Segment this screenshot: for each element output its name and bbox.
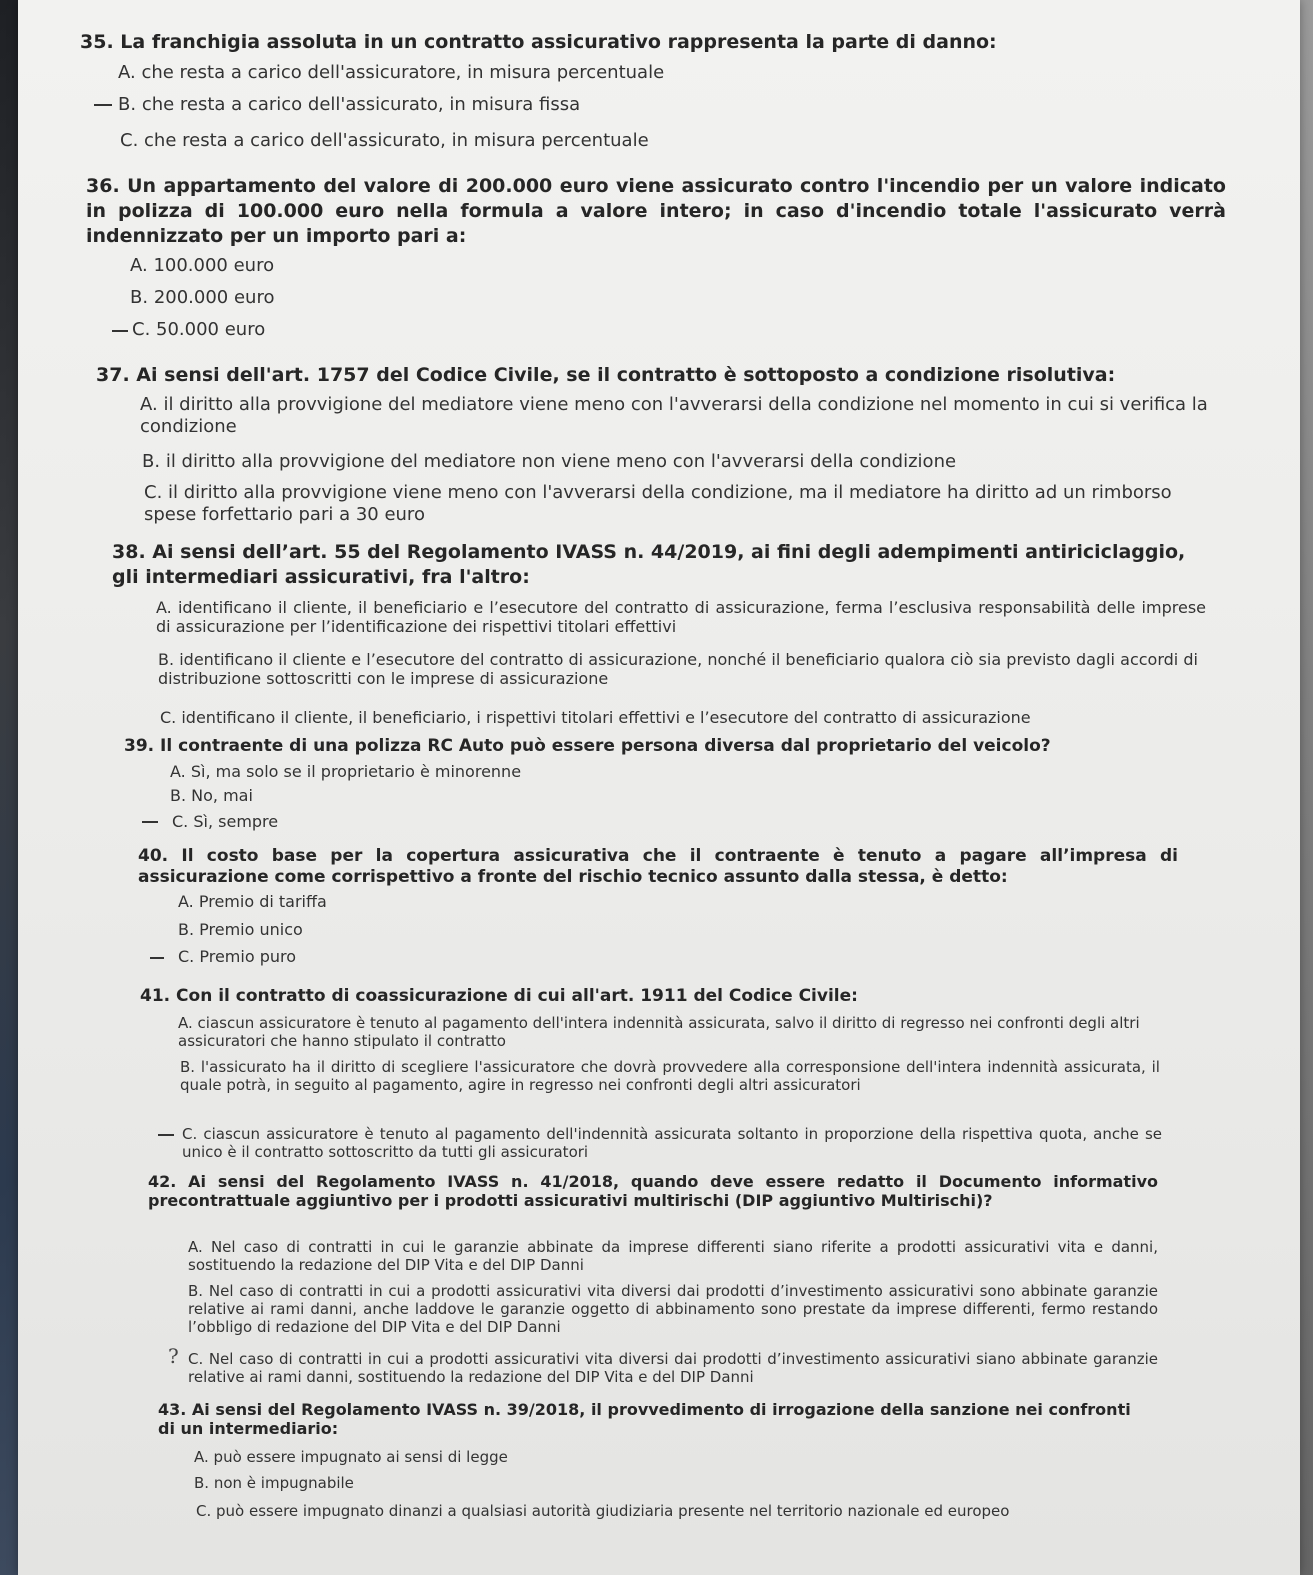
option-36-c: C. 50.000 euro bbox=[132, 319, 266, 340]
question-38 bbox=[112, 540, 1212, 590]
question-text: Un appartamento del valore di 200.000 euro viene assicurato contro l'incendio per un valore indicato in polizza di 100.000 euro nella formula a valore intero; in caso d'incendio totale l'assicurato verrà indennizzato per un importo pari a: bbox=[86, 175, 1226, 247]
option-40-a: A. Premio di tariffa bbox=[178, 892, 327, 911]
question-number: 35. bbox=[80, 31, 114, 53]
question-37 bbox=[96, 363, 1236, 388]
exam-sheet bbox=[18, 0, 1300, 1575]
question-text: La franchigia assoluta in un contratto assicurativo rappresenta la parte di danno: bbox=[120, 31, 997, 53]
question-text: Il contraente di una polizza RC Auto può essere persona diversa dal proprietario del veicolo? bbox=[160, 736, 1051, 756]
option-38-b: B. identificano il cliente e l’esecutore del contratto di assicurazione, nonché il beneficiario qualora ciò sia previsto dagli accordi di distribuzione sottoscritti con le imprese di assicurazione bbox=[158, 650, 1198, 688]
question-text: Ai sensi dell’art. 55 del Regolamento IVASS n. 44/2019, ai fini degli adempimenti antiriciclaggio, gli intermediari assicurativi, fra l'altro: bbox=[112, 541, 1186, 588]
question-43 bbox=[158, 1400, 1138, 1438]
option-39-c: C. Sì, sempre bbox=[172, 812, 279, 831]
option-43-c: C. può essere impugnato dinanzi a qualsiasi autorità giudiziaria presente nel territorio nazionale ed europeo bbox=[196, 1502, 1010, 1520]
question-number: 39. bbox=[124, 736, 155, 756]
answer-mark-41 bbox=[158, 1134, 174, 1136]
question-text: Ai sensi dell'art. 1757 del Codice Civile, se il contratto è sottoposto a condizione risolutiva: bbox=[136, 364, 1116, 386]
question-number: 37. bbox=[96, 364, 130, 386]
option-42-c: C. Nel caso di contratti in cui a prodotti assicurativi vita diversi dai prodotti d’investimento assicurativi siano abbinate garanzie relative ai rami danni, sostituendo la redazione del DIP Vita e del DIP Danni bbox=[188, 1350, 1158, 1386]
option-42-a: A. Nel caso di contratti in cui le garanzie abbinate da imprese differenti siano riferite a prodotti assicurativi vita e danni, sostituendo la redazione del DIP Vita e del DIP Danni bbox=[188, 1238, 1158, 1274]
answer-mark-36 bbox=[112, 330, 128, 332]
question-text: Ai sensi del Regolamento IVASS n. 41/2018, quando deve essere redatto il Documento informativo precontrattuale aggiuntivo per i prodotti assicurativi multirischi (DIP aggiuntivo Multirischi)? bbox=[148, 1172, 1158, 1210]
option-35-c: C. che resta a carico dell'assicurato, in misura percentuale bbox=[120, 130, 649, 151]
option-41-b: B. l'assicurato ha il diritto di scegliere l'assicuratore che dovrà provvedere alla corresponsione dell'intera indennità assicurata, il quale potrà, in seguito al pagamento, agire in regresso nei confronti degli altri assicuratori bbox=[180, 1058, 1160, 1094]
question-number: 38. bbox=[112, 541, 146, 563]
option-43-a: A. può essere impugnato ai sensi di legge bbox=[194, 1448, 508, 1466]
option-42-b: B. Nel caso di contratti in cui a prodotti assicurativi vita diversi dai prodotti d’investimento assicurativi sono abbinate garanzie relative ai rami danni, anche laddove le garanzie oggetto di abbinamento sono prestate da imprese differenti, fermo restando l’obbligo di redazione del DIP Vita e del DIP Danni bbox=[188, 1282, 1158, 1336]
question-40 bbox=[138, 846, 1178, 888]
answer-mark-35 bbox=[94, 104, 112, 106]
handwritten-question-mark: ? bbox=[168, 1344, 179, 1368]
option-37-b: B. il diritto alla provvigione del mediatore non viene meno con l'avverarsi della condizione bbox=[142, 451, 957, 472]
question-number: 40. bbox=[138, 846, 169, 866]
option-39-b: B. No, mai bbox=[170, 786, 253, 805]
option-37-c: C. il diritto alla provvigione viene meno con l'avverarsi della condizione, ma il mediatore ha diritto ad un rimborso spese forfettario pari a 30 euro bbox=[144, 482, 1172, 525]
option-40-c: C. Premio puro bbox=[178, 947, 297, 966]
question-number: 36. bbox=[86, 175, 120, 197]
question-text: Il costo base per la copertura assicurativa che il contraente è tenuto a pagare all’impresa di assicurazione come corrispettivo a fronte del rischio tecnico assunto dalla stessa, è detto: bbox=[138, 846, 1178, 887]
option-41-c: C. ciascun assicuratore è tenuto al pagamento dell'indennità assicurata soltanto in proporzione della rispettiva quota, anche se unico è il contratto sottoscritto da tutti gli assicuratori bbox=[182, 1125, 1162, 1161]
answer-mark-39 bbox=[142, 821, 158, 823]
option-36-a: A. 100.000 euro bbox=[130, 255, 275, 276]
option-38-a: A. identificano il cliente, il beneficiario e l’esecutore del contratto di assicurazione, ferma l’esclusiva responsabilità delle imprese di assicurazione per l’identificazione dei rispettivi titolari effettivi bbox=[156, 598, 1206, 636]
question-text: Ai sensi del Regolamento IVASS n. 39/2018, il provvedimento di irrogazione della sanzione nei confronti di un intermediario: bbox=[158, 1400, 1131, 1438]
option-39-a: A. Sì, ma solo se il proprietario è minorenne bbox=[170, 762, 522, 781]
question-35 bbox=[80, 30, 1260, 55]
question-number: 41. bbox=[140, 986, 171, 1006]
option-35-b: B. che resta a carico dell'assicurato, in misura fissa bbox=[118, 94, 581, 115]
question-number: 43. bbox=[158, 1400, 187, 1419]
question-41 bbox=[140, 986, 1180, 1007]
option-36-b: B. 200.000 euro bbox=[130, 287, 275, 308]
option-37-a: A. il diritto alla provvigione del mediatore viene meno con l'avverarsi della condizione nel momento in cui si verifica la condizione bbox=[140, 394, 1208, 437]
answer-mark-40 bbox=[150, 957, 164, 959]
option-43-b: B. non è impugnabile bbox=[194, 1474, 354, 1492]
option-40-b: B. Premio unico bbox=[178, 920, 303, 939]
question-number: 42. bbox=[148, 1172, 177, 1191]
question-42 bbox=[148, 1172, 1158, 1210]
option-38-c: C. identificano il cliente, il beneficiario, i rispettivi titolari effettivi e l’esecutore del contratto di assicurazione bbox=[160, 708, 1031, 727]
question-text: Con il contratto di coassicurazione di cui all'art. 1911 del Codice Civile: bbox=[176, 986, 858, 1006]
option-35-a: A. che resta a carico dell'assicuratore, in misura percentuale bbox=[118, 62, 665, 83]
question-36 bbox=[86, 174, 1226, 249]
option-41-a: A. ciascun assicuratore è tenuto al pagamento dell'intera indennità assicurata, salvo il diritto di regresso nei confronti degli altri assicuratori che hanno stipulato il contratto bbox=[178, 1014, 1140, 1050]
question-39 bbox=[124, 736, 1204, 757]
